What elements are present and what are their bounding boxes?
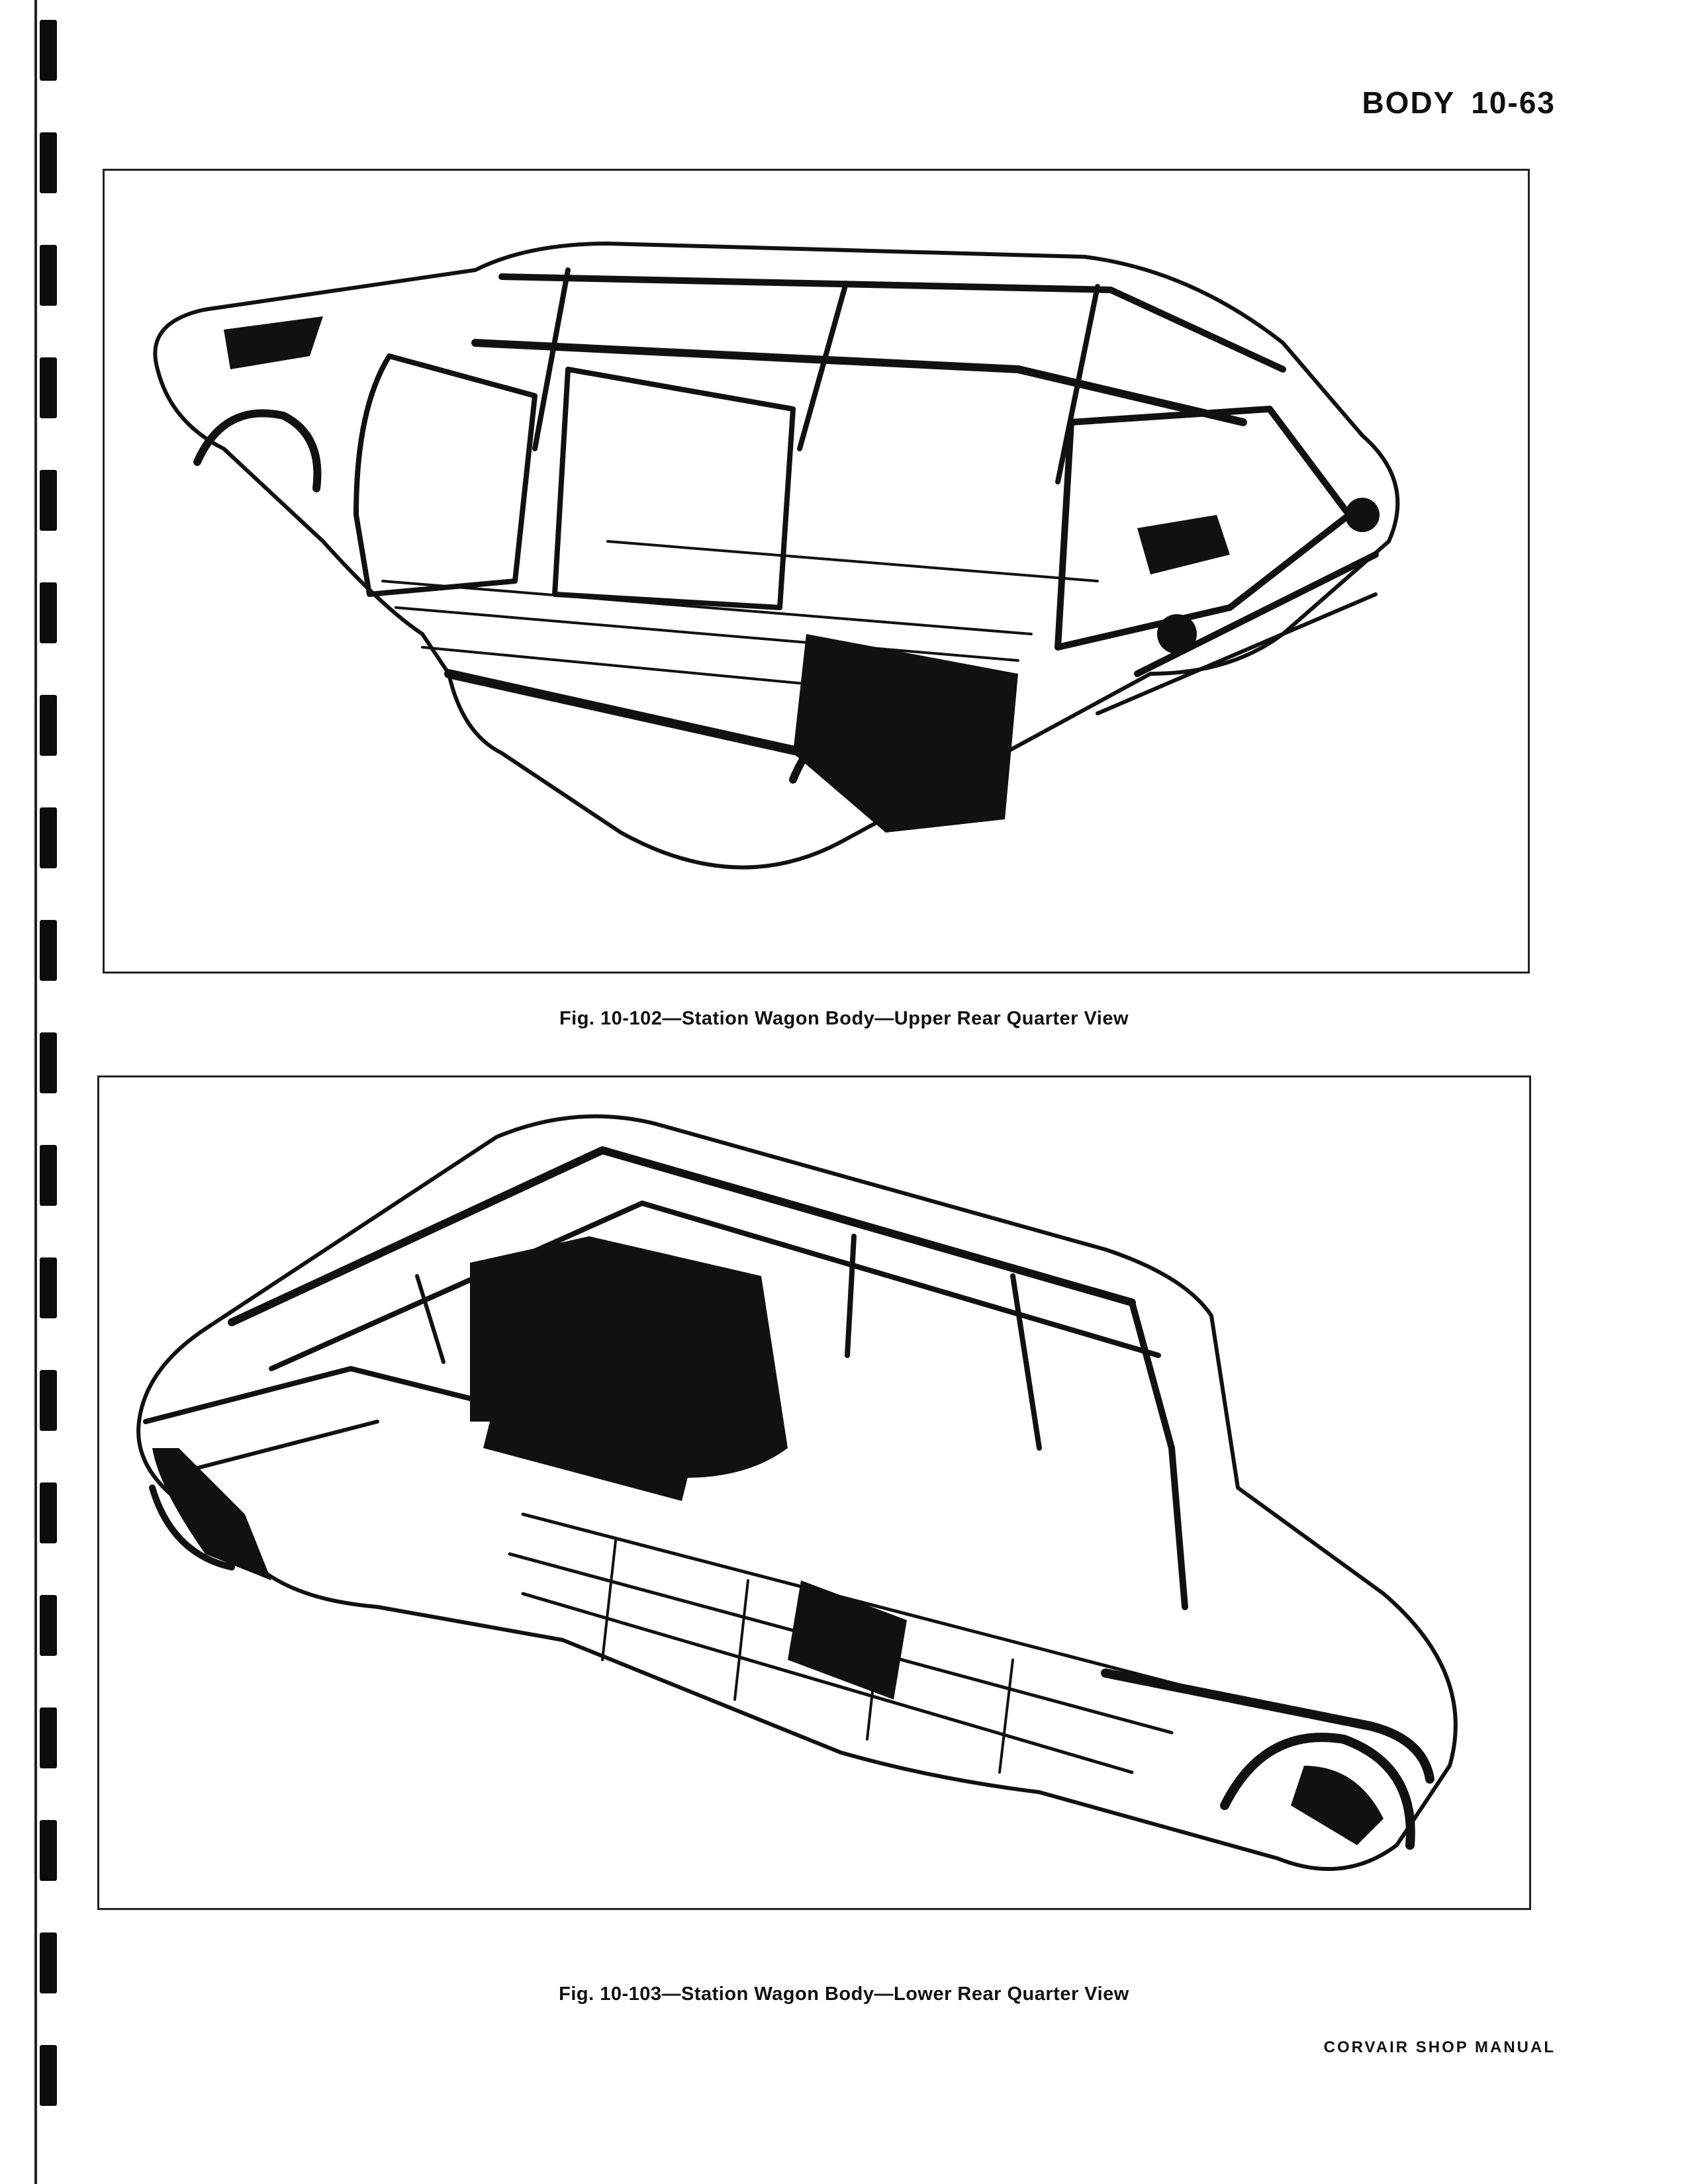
- page-header: [1362, 85, 1556, 120]
- station-wagon-body-upper-illustration: [105, 171, 1528, 972]
- manual-footer: CORVAIR SHOP MANUAL: [1323, 2038, 1556, 2056]
- figure-lower-rear-quarter-view: [97, 1075, 1531, 1910]
- figure-caption-10-103: Fig. 10-103—Station Wagon Body—Lower Rear Quarter View: [559, 1983, 1129, 2005]
- binding-edge: [26, 0, 66, 2184]
- station-wagon-body-lower-illustration: [99, 1077, 1529, 1908]
- section-title: BODY: [1362, 85, 1456, 120]
- figure-caption-10-102: Fig. 10-102—Station Wagon Body—Upper Rear Quarter View: [559, 1008, 1129, 1029]
- figure-upper-rear-quarter-view: [103, 169, 1530, 974]
- page-number: 10-63: [1471, 85, 1556, 120]
